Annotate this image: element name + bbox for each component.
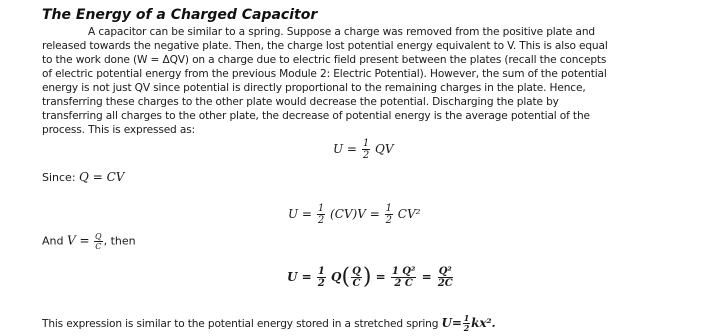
eq2-numerator-b: 1 (385, 203, 392, 214)
eq2-fraction-b (385, 203, 393, 226)
since-expression: Q = CV (79, 170, 125, 184)
eq3-inner-fraction (351, 266, 362, 289)
paragraph-line: released towards the negative plate. Then, the charge lost potential energy equivalent to V. This is also equal (42, 40, 608, 52)
spring-comparison-sentence (42, 314, 495, 333)
eq3-equals-b: = (421, 270, 432, 284)
eq3-inner-denominator: C (352, 278, 361, 289)
footer-formula-lhs: U= (441, 316, 462, 330)
paragraph-line: A capacitor can be similar to a spring. Suppose a charge was removed from the positive plate and (88, 26, 595, 38)
eq1-numerator: 1 (362, 138, 370, 149)
paragraph-line: energy is not just QV since potential is directly proportional to the remaining charges in the plate. Hence, (42, 82, 586, 94)
eq3-numerator-b: 1 Q² (391, 266, 416, 277)
eq3-numerator-c: Q² (438, 266, 452, 277)
footer-text: This expression is similar to the potential energy stored in a stretched spring (42, 318, 439, 330)
right-paren-glyph: ) (362, 264, 372, 290)
since-label: Since: (42, 171, 76, 184)
eq3-denominator-c: 2C (437, 278, 453, 289)
eq3-fraction-a (317, 266, 326, 289)
eq1-denominator: 2 (362, 150, 370, 161)
paragraph-line: transferring these charges to the other plate would decrease the potential. Discharging the plate by (42, 96, 559, 108)
eq3-denominator-b: 2 C (394, 278, 413, 289)
footer-denominator: 2 (463, 323, 470, 333)
eq3-lhs: U = (287, 270, 312, 284)
body-paragraph (42, 25, 692, 137)
footer-formula-rhs: kx². (471, 316, 496, 330)
eq2-denominator-a: 2 (317, 215, 325, 226)
eq2-numerator-a: 1 (317, 203, 325, 214)
eq2-rhs: CV² (397, 207, 421, 221)
paragraph-line: process. This is expressed as: (42, 124, 195, 136)
since-statement (42, 170, 124, 184)
andv-tail: , then (103, 234, 136, 248)
andv-lhs: V = (66, 233, 90, 248)
voltage-statement (42, 232, 136, 251)
paragraph-line: to the work done (W = ΔQV) on a charge due to electric field present between the plates (recall the concepts (42, 54, 607, 66)
eq2-denominator-b: 2 (385, 215, 392, 226)
section-title: The Energy of a Charged Capacitor (42, 7, 318, 23)
footer-fraction (463, 314, 470, 333)
andv-denominator: C (95, 242, 102, 251)
footer-numerator: 1 (463, 313, 470, 323)
equation-energy-cv (288, 203, 420, 226)
andv-fraction (94, 232, 103, 251)
eq3-denominator-a: 2 (317, 278, 325, 289)
eq3-fraction-b (391, 266, 417, 289)
eq2-lhs: U = (288, 207, 312, 221)
andv-numerator: Q (95, 232, 102, 241)
eq2-middle: (CV)V = (330, 207, 380, 221)
paragraph-line: of electric potential energy from the previous Module 2: Electric Potential). However, the sum of the potential (42, 68, 607, 80)
eq1-fraction (362, 138, 370, 161)
equation-energy-q2c (287, 266, 455, 289)
eq3-inner-numerator: Q (352, 266, 361, 277)
eq3-q: Q (331, 270, 342, 284)
eq3-numerator-a: 1 (317, 266, 325, 277)
eq3-fraction-c (437, 266, 454, 289)
paragraph-line: transferring all charges to the other plate, the decrease of potential energy is the average potential of the (42, 110, 590, 122)
eq2-fraction-a (317, 203, 325, 226)
eq1-lhs: U = (333, 142, 357, 156)
eq3-equals-a: = (375, 270, 386, 284)
equation-energy-qv (333, 138, 394, 161)
eq1-rhs: QV (375, 142, 394, 156)
andv-label: And (42, 234, 64, 248)
footer-formula (441, 313, 496, 333)
left-paren-glyph: ( (341, 264, 351, 290)
